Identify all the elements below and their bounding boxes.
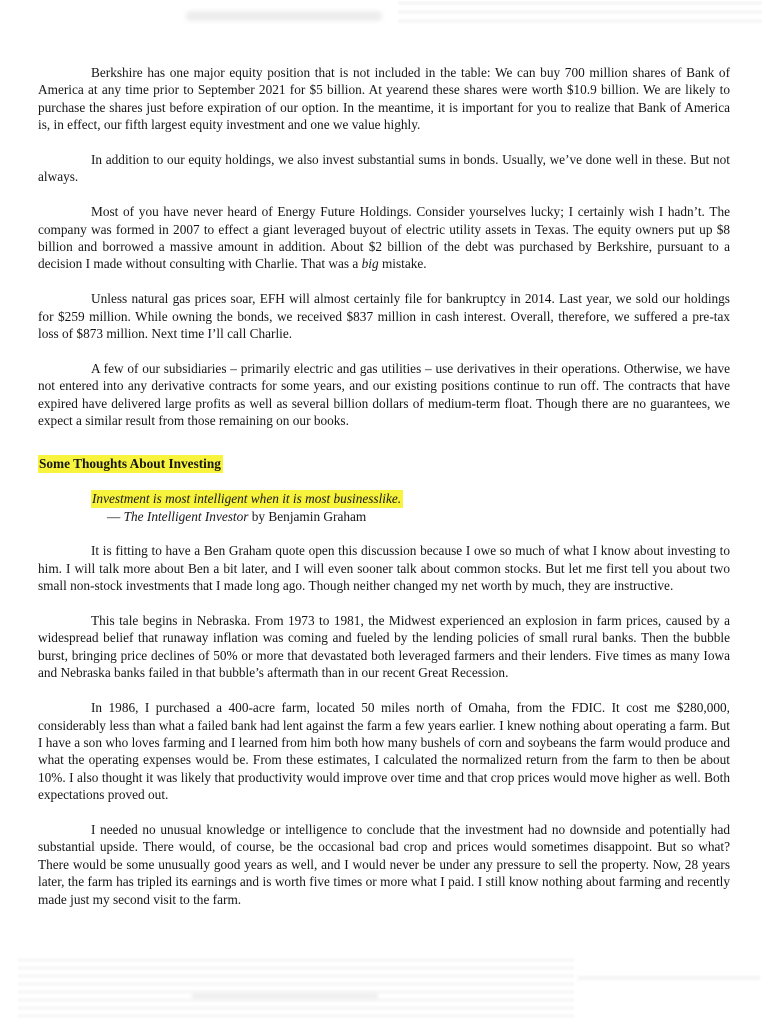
paragraph [38, 612, 730, 682]
text-run: In addition to our equity holdings, we also invest substantial sums in bonds. Usually, we’ve done well in these. But not always. [38, 152, 730, 185]
paragraph [38, 151, 730, 186]
section-heading [38, 455, 730, 472]
paragraph [38, 821, 730, 908]
ghost-artifact-top-right [398, 1, 762, 27]
paragraph [38, 64, 730, 134]
paragraph [38, 542, 730, 594]
letter-content [38, 64, 730, 925]
ghost-artifact-top [186, 11, 382, 21]
heading-highlight: Some Thoughts About Investing [39, 456, 221, 472]
attribution-author: by Benjamin Graham [248, 508, 367, 524]
text-run: Berkshire has one major equity position that is not included in the table: We can buy 700 million shares of Bank of America at any time prior to September 2021 for $5 billion. At yearend these shares were worth $10.9 billion. We are likely to purchase the shares just before expiration of our option. In the meantime, it is important for you to realize that Bank of America is, in effect, our fifth largest equity investment and one we value highly. [38, 65, 730, 133]
paragraph [38, 290, 730, 342]
text-run: In 1986, I purchased a 400-acre farm, located 50 miles north of Omaha, from the FDIC. It cost me $280,000, considerably less than what a failed bank had lent against the farm a few years earlier. I knew nothing about operating a farm. But I have a son who loves farming and I learned from him both how many bushels of corn and soybeans the farm would produce and what the operating expenses would be. From these estimates, I calculated the normalized return from the farm to then be about 10%. I also thought it was likely that productivity would improve over time and that crop prices would move higher as well. Both expectations proved out. [38, 700, 730, 803]
ghost-artifact-bottom [18, 958, 574, 1018]
text-run: Most of you have never heard of Energy Future Holdings. Consider yourselves lucky; I certainly wish I hadn’t. The company was formed in 2007 to effect a giant leveraged buyout of electric utility assets in Texas. The equity owners put up $8 billion and borrowed a massive amount in addition. About $2 billion of the debt was purchased by Berkshire, pursuant to a decision I made without consulting with Charlie. That was a [38, 204, 730, 272]
ghost-artifact-bottom-bar [192, 993, 378, 999]
attribution-dash: — [107, 508, 124, 524]
quote-text [91, 490, 730, 507]
paragraph [38, 360, 730, 430]
body-paragraphs [38, 542, 730, 907]
text-run: mistake. [378, 256, 427, 272]
quote-block [91, 490, 730, 525]
italic-text-run: big [361, 256, 379, 272]
quote-attribution [91, 508, 730, 525]
text-run: It is fitting to have a Ben Graham quote open this discussion because I owe so much of what I know about investing to him. I will talk more about Ben a bit later, and I will even sooner talk about common stocks. But let me first tell you about two small non-stock investments that I made long ago. Though neither changed my net worth by much, they are instructive. [38, 543, 730, 594]
text-run: I needed no unusual knowledge or intelligence to conclude that the investment had no downside and potentially had substantial upside. There would, of course, be the occasional bad crop and prices would sometimes disappoint. But so what? There would be some unusually good years as well, and I would never be under any pressure to sell the property. Now, 28 years later, the farm has tripled its earnings and is worth five times or more what I paid. I still know nothing about farming and recently made just my second visit to the farm. [38, 821, 730, 907]
ghost-artifact-bottom-right [578, 976, 760, 980]
text-run: Unless natural gas prices soar, EFH will almost certainly file for bankruptcy in 2014. Last year, we sold our holdings for $259 million. While owning the bonds, we received $837 million in cash interest. Overall, therefore, we suffered a pre-tax loss of $873 million. Next time I’ll call Charlie. [38, 291, 730, 342]
paragraph [38, 699, 730, 803]
quote-highlight: Investment is most intelligent when it is most businesslike. [92, 491, 402, 507]
text-run: A few of our subsidiaries – primarily electric and gas utilities – use derivatives in their operations. Otherwise, we have not entered into any derivative contracts for some years, and our existing positions continue to run off. The contracts that have expired have delivered large profits as well as several billion dollars of medium-term float. Though there are no guarantees, we expect a similar result from those remaining on our books. [38, 360, 730, 429]
intro-paragraphs [38, 64, 730, 429]
paragraph [38, 203, 730, 273]
attribution-source-title: The Intelligent Investor [123, 508, 249, 524]
text-run: This tale begins in Nebraska. From 1973 to 1981, the Midwest experienced an explosion in farm prices, caused by a widespread belief that runaway inflation was coming and fueled by the lending policies of small rural banks. Then the bubble burst, bringing price declines of 50% or more that devastated both leveraged farmers and their lenders. Five times as many Iowa and Nebraska banks failed in that bubble’s aftermath than in our recent Great Recession. [38, 613, 730, 681]
